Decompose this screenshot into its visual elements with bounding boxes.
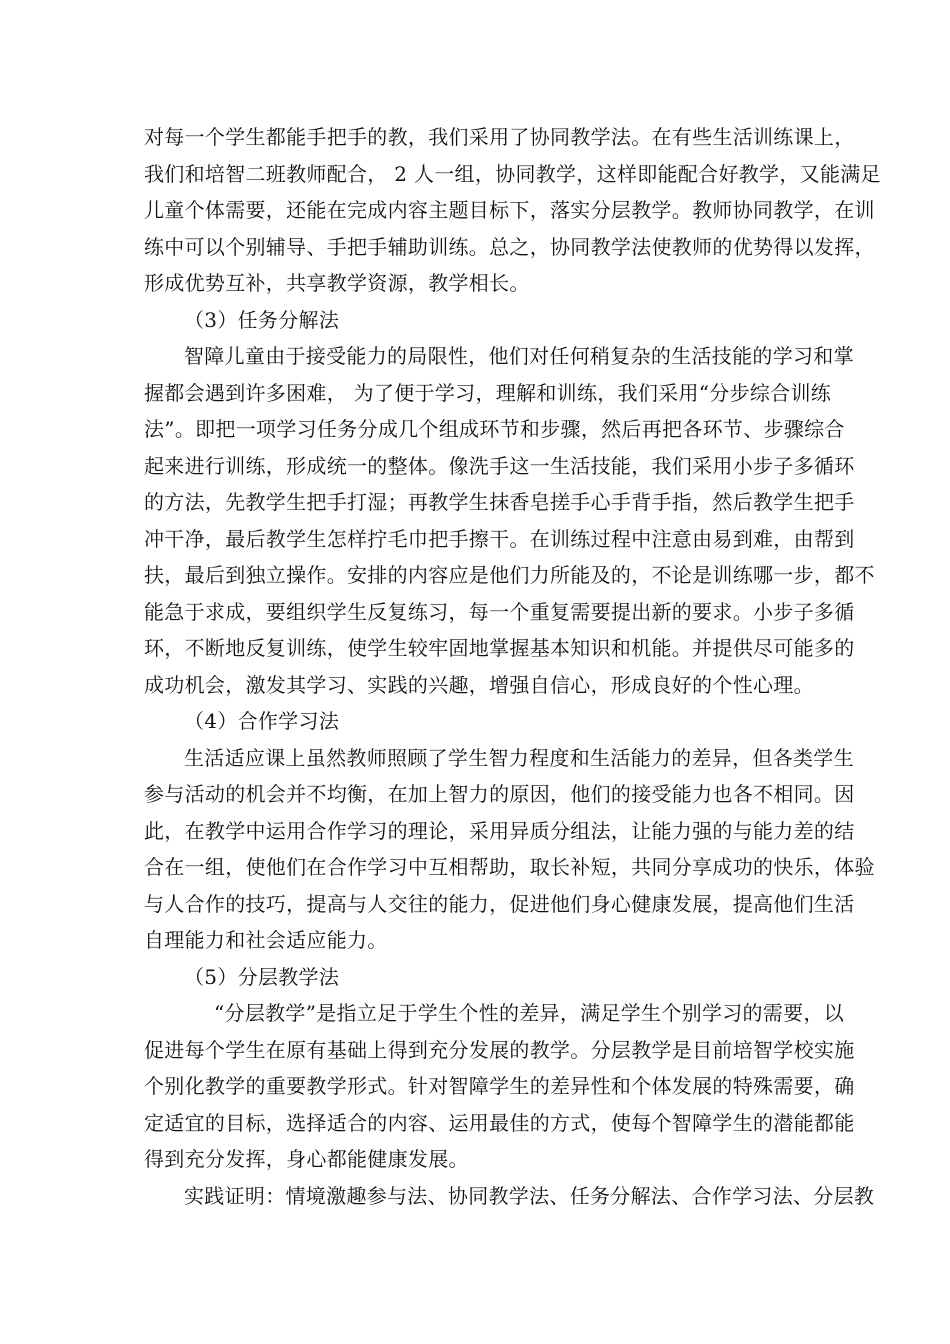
text-line: 扶，最后到独立操作。安排的内容应是他们力所能及的，不论是训练哪一步，都不: [144, 563, 875, 587]
text-line: 练中可以个别辅导、手把手辅助训练。总之，协同教学法使教师的优势得以发挥，: [144, 234, 875, 259]
text-line: 生活适应课上虽然教师照顾了学生智力程度和生活能力的差异，但各类学生: [184, 745, 854, 770]
text-line: 成功机会，激发其学习、实践的兴趣，增强自信心，形成良好的个性心理。: [144, 672, 814, 697]
text-line: 得到充分发挥，身心都能健康发展。: [144, 1147, 469, 1171]
paragraph-practice-conclusion: [144, 1178, 875, 1215]
text-line: 对每一个学生都能手把手的教，我们采用了协同教学法。在有些生活训练课上，: [144, 125, 855, 149]
section-heading-layered-teaching: （5）分层教学法: [184, 964, 340, 989]
text-line: 实践证明：情境激趣参与法、协同教学法、任务分解法、合作学习法、分层教: [184, 1183, 875, 1208]
text-line: 环，不断地反复训练，使学生较牢固地掌握基本知识和机能。并提供尽可能多的: [144, 636, 855, 660]
text-line: 参与活动的机会并不均衡，在加上智力的原因，他们的接受能力也各不相同。因: [144, 782, 855, 806]
text-line: 智障儿童由于接受能力的局限性，他们对任何稍复杂的生活技能的学习和掌: [184, 344, 854, 368]
text-line: 此，在教学中运用合作学习的理论，采用异质分组法，让能力强的与能力差的结: [144, 818, 855, 843]
text-line: 能急于求成，要组织学生反复练习，每一个重复需要提出新的要求。小步子多循: [144, 599, 855, 624]
paragraph-task-decomposition: [144, 338, 875, 703]
text-line: 我们和培智二班教师配合， 2 人一组，协同教学，这样即能配合好教学，又能满足: [144, 161, 881, 186]
section-heading-task-decomposition: （3）任务分解法: [184, 307, 340, 332]
text-line: 形成优势互补，共享教学资源，教学相长。: [144, 271, 530, 295]
text-line: 的方法，先教学生把手打湿；再教学生抹香皂搓手心手背手指，然后教学生把手: [144, 490, 855, 514]
text-line: 个别化教学的重要教学形式。针对智障学生的差异性和个体发展的特殊需要，确: [144, 1074, 855, 1098]
text-line: 与人合作的技巧，提高与人交往的能力，促进他们身心健康发展，提高他们生活: [144, 891, 855, 916]
text-line: 握都会遇到许多困难， 为了便于学习，理解和训练，我们采用“分步综合训练: [144, 380, 832, 405]
paragraph-collaborative-teaching: [144, 119, 881, 302]
text-line: 儿童个体需要，还能在完成内容主题目标下，落实分层教学。教师协同教学，在训: [144, 198, 875, 222]
paragraph-cooperative-learning: [144, 740, 875, 959]
text-line: 促进每个学生在原有基础上得到充分发展的教学。分层教学是目前培智学校实施: [144, 1037, 855, 1062]
section-heading-cooperative-learning: （4）合作学习法: [184, 709, 340, 733]
text-line: 合在一组，使他们在合作学习中互相帮助，取长补短，共同分享成功的快乐，体验: [144, 855, 875, 879]
paragraph-layered-teaching: [144, 995, 855, 1178]
text-line: 起来进行训练，形成统一的整体。像洗手这一生活技能，我们采用小步子多循环: [144, 453, 855, 478]
text-line: 法”。即把一项学习任务分成几个组成环节和步骤，然后再把各环节、步骤综合: [144, 417, 845, 441]
text-line: 自理能力和社会适应能力。: [144, 928, 388, 952]
text-line: “分层教学”是指立足于学生个性的差异，满足学生个别学习的需要，以: [214, 1001, 845, 1025]
document-body: [144, 119, 881, 1214]
text-line: 冲干净，最后教学生怎样拧毛巾把手擦干。在训练过程中注意由易到难，由帮到: [144, 526, 855, 551]
text-line: 定适宜的目标，选择适合的内容、运用最佳的方式，使每个智障学生的潜能都能: [144, 1110, 855, 1135]
